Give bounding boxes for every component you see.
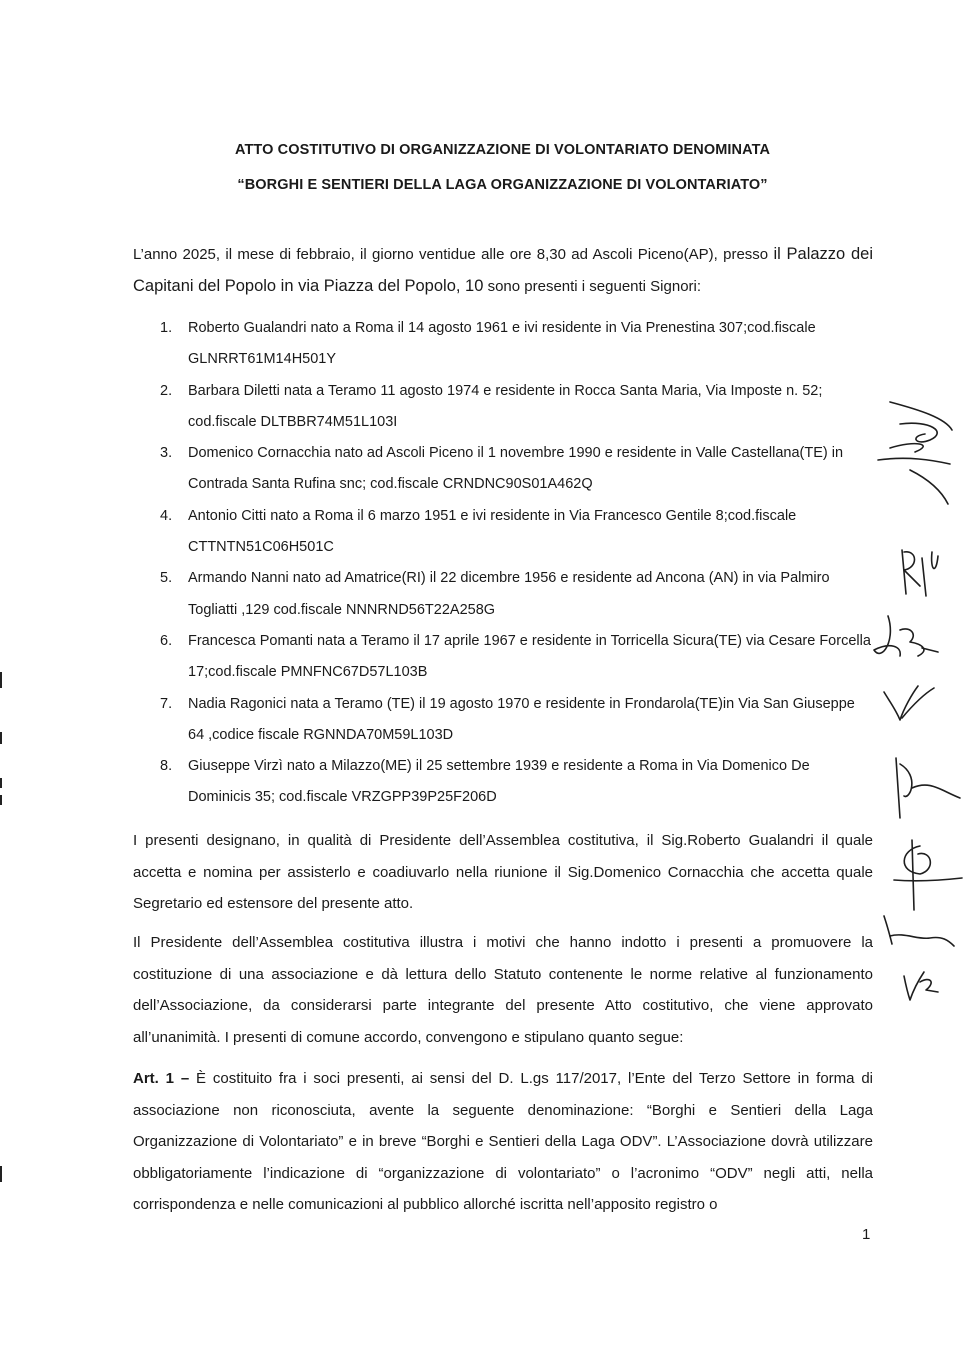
article-text: È costituito fra i soci presenti, ai sensi del D. L.gs 117/2017, l’Ente del Terzo Settore in forma di associazione non riconosciuta, avente la seguente denominazione: “Borghi e Sentieri della Laga Organizzazione di Volontariato” e in breve “Borghi e Sentieri della Laga ODV”. L’Associazione dovrà utilizzare obbligatoriamente l’indicazione di “organizzazione di volontariato” o l’acronimo “ODV” negli atti, nella corrispondenza e nelle comunicazioni al pubblico allorché iscritta nell’apposito registro o [133, 1070, 874, 1213]
list-item-number: 6. [160, 632, 173, 649]
handwritten-signature-4 [884, 686, 934, 720]
handwritten-signature-6 [894, 840, 962, 910]
designation-paragraph: I presenti designano, in qualità di Presidente dell’Assemblea costitutiva, il Sig.Roberto Gualandri il quale accetta e nomina per assisterlo e coadiuvarlo nella riunione il Sig.Domenico Cornacchia che accetta quale Segretario ed estensore del presente atto. [133, 832, 873, 912]
page-number: 1 [862, 1226, 871, 1243]
list-item [133, 376, 873, 439]
list-item-text: Domenico Cornacchia nato ad Ascoli Piceno il 1 novembre 1990 e residente in Valle Castellana(TE) in Contrada Santa Rufina snc; cod.fiscale CRNDNC90S01A462Q [188, 445, 844, 493]
scan-edge-mark [0, 1166, 2, 1182]
list-item [133, 501, 873, 564]
list-item-text: Roberto Gualandri nato a Roma il 14 agosto 1961 e ivi residente in Via Prenestina 307;cod.fiscale GLNRRT61M14H501Y [188, 320, 816, 368]
list-item [133, 563, 873, 626]
document-title-line-1: ATTO COSTITUTIVO DI ORGANIZZAZIONE DI VOLONTARIATO DENOMINATA [234, 142, 771, 158]
scan-edge-mark [0, 795, 2, 805]
list-item [133, 438, 873, 501]
list-item-text: Antonio Citti nato a Roma il 6 marzo 1951 e ivi residente in Via Francesco Gentile 8;cod.fiscale CTTNTN51C06H501C [188, 507, 797, 556]
list-item-number: 8. [160, 758, 173, 775]
statute-paragraph: Il Presidente dell’Assemblea costitutiva illustra i motivi che hanno indotto i presenti a promuovere la costituzione di una associazione e dà lettura dello Statuto contenente le norme relative al funzionamento dell’Associazione, da considerarsi parte integrante del presente Atto costitutivo, che viene approvato all’unanimità. I presenti di comune accordo, convengono e stipulano quanto segue: [133, 934, 873, 1046]
handwritten-signature-8 [904, 972, 938, 1000]
list-item-text: Armando Nanni nato ad Amatrice(RI) il 22 dicembre 1956 e residente ad Ancona (AN) in via Palmiro Togliatti ,129 cod.fiscale NNNRND56T22A258G [188, 570, 830, 618]
list-item-text: Giuseppe Virzì nato a Milazzo(ME) il 25 settembre 1939 e residente a Roma in Via Domenico De Dominicis 35; cod.fiscale VRZGPP39P25F206D [188, 758, 810, 806]
list-item-number: 3. [160, 445, 173, 462]
list-item [133, 689, 873, 752]
intro-text-1: L’anno 2025, il mese di febbraio, il giorno ventidue alle ore 8,30 ad Ascoli Piceno(AP), presso [133, 246, 774, 263]
list-item [133, 751, 873, 814]
list-item-number: 7. [160, 695, 173, 712]
handwritten-signature-3 [874, 616, 938, 656]
scan-edge-mark [0, 732, 2, 744]
handwritten-signature-2 [902, 550, 938, 596]
intro-text-3: sono presenti i seguenti Signori: [483, 277, 702, 295]
list-item-number: 1. [160, 320, 173, 336]
handwritten-signature-5 [896, 758, 960, 818]
handwritten-signature-1 [878, 402, 952, 504]
article-1-paragraph [133, 1063, 873, 1221]
intro-text-2: il Palazzo dei Capitani del Popolo in via Piazza del Popolo, 10 [133, 245, 873, 295]
list-item-number: 2. [160, 382, 173, 399]
scan-edge-mark [0, 778, 2, 788]
list-item-text: Barbara Diletti nata a Teramo 11 agosto 1974 e residente in Rocca Santa Maria, Via Imposte n. 52; cod.fiscale DLTBBR74M51L103I [188, 382, 823, 430]
members-list [133, 313, 873, 814]
scan-edge-mark [0, 672, 2, 688]
list-item-number: 5. [160, 570, 173, 587]
handwritten-signature-7 [884, 916, 954, 946]
list-item-text: Nadia Ragonici nata a Teramo (TE) il 19 agosto 1970 e residente in Frondarola(TE)in Via San Giuseppe 64 ,codice fiscale RGNNDA70M59L103D [188, 695, 855, 743]
intro-paragraph [133, 239, 873, 302]
list-item-number: 4. [160, 507, 173, 524]
list-item-text: Francesca Pomanti nata a Teramo il 17 aprile 1967 e residente in Torricella Sicura(TE) via Cesare Forcella 17;cod.fiscale PMNFNC67D57L103B [188, 632, 871, 681]
margin-signatures [860, 380, 978, 1020]
list-item [133, 313, 873, 376]
article-label: Art. 1 – [133, 1070, 190, 1087]
document-title-line-2: “BORGHI E SENTIERI DELLA LAGA ORGANIZZAZIONE DI VOLONTARIATO” [237, 177, 768, 193]
list-item [133, 626, 873, 689]
